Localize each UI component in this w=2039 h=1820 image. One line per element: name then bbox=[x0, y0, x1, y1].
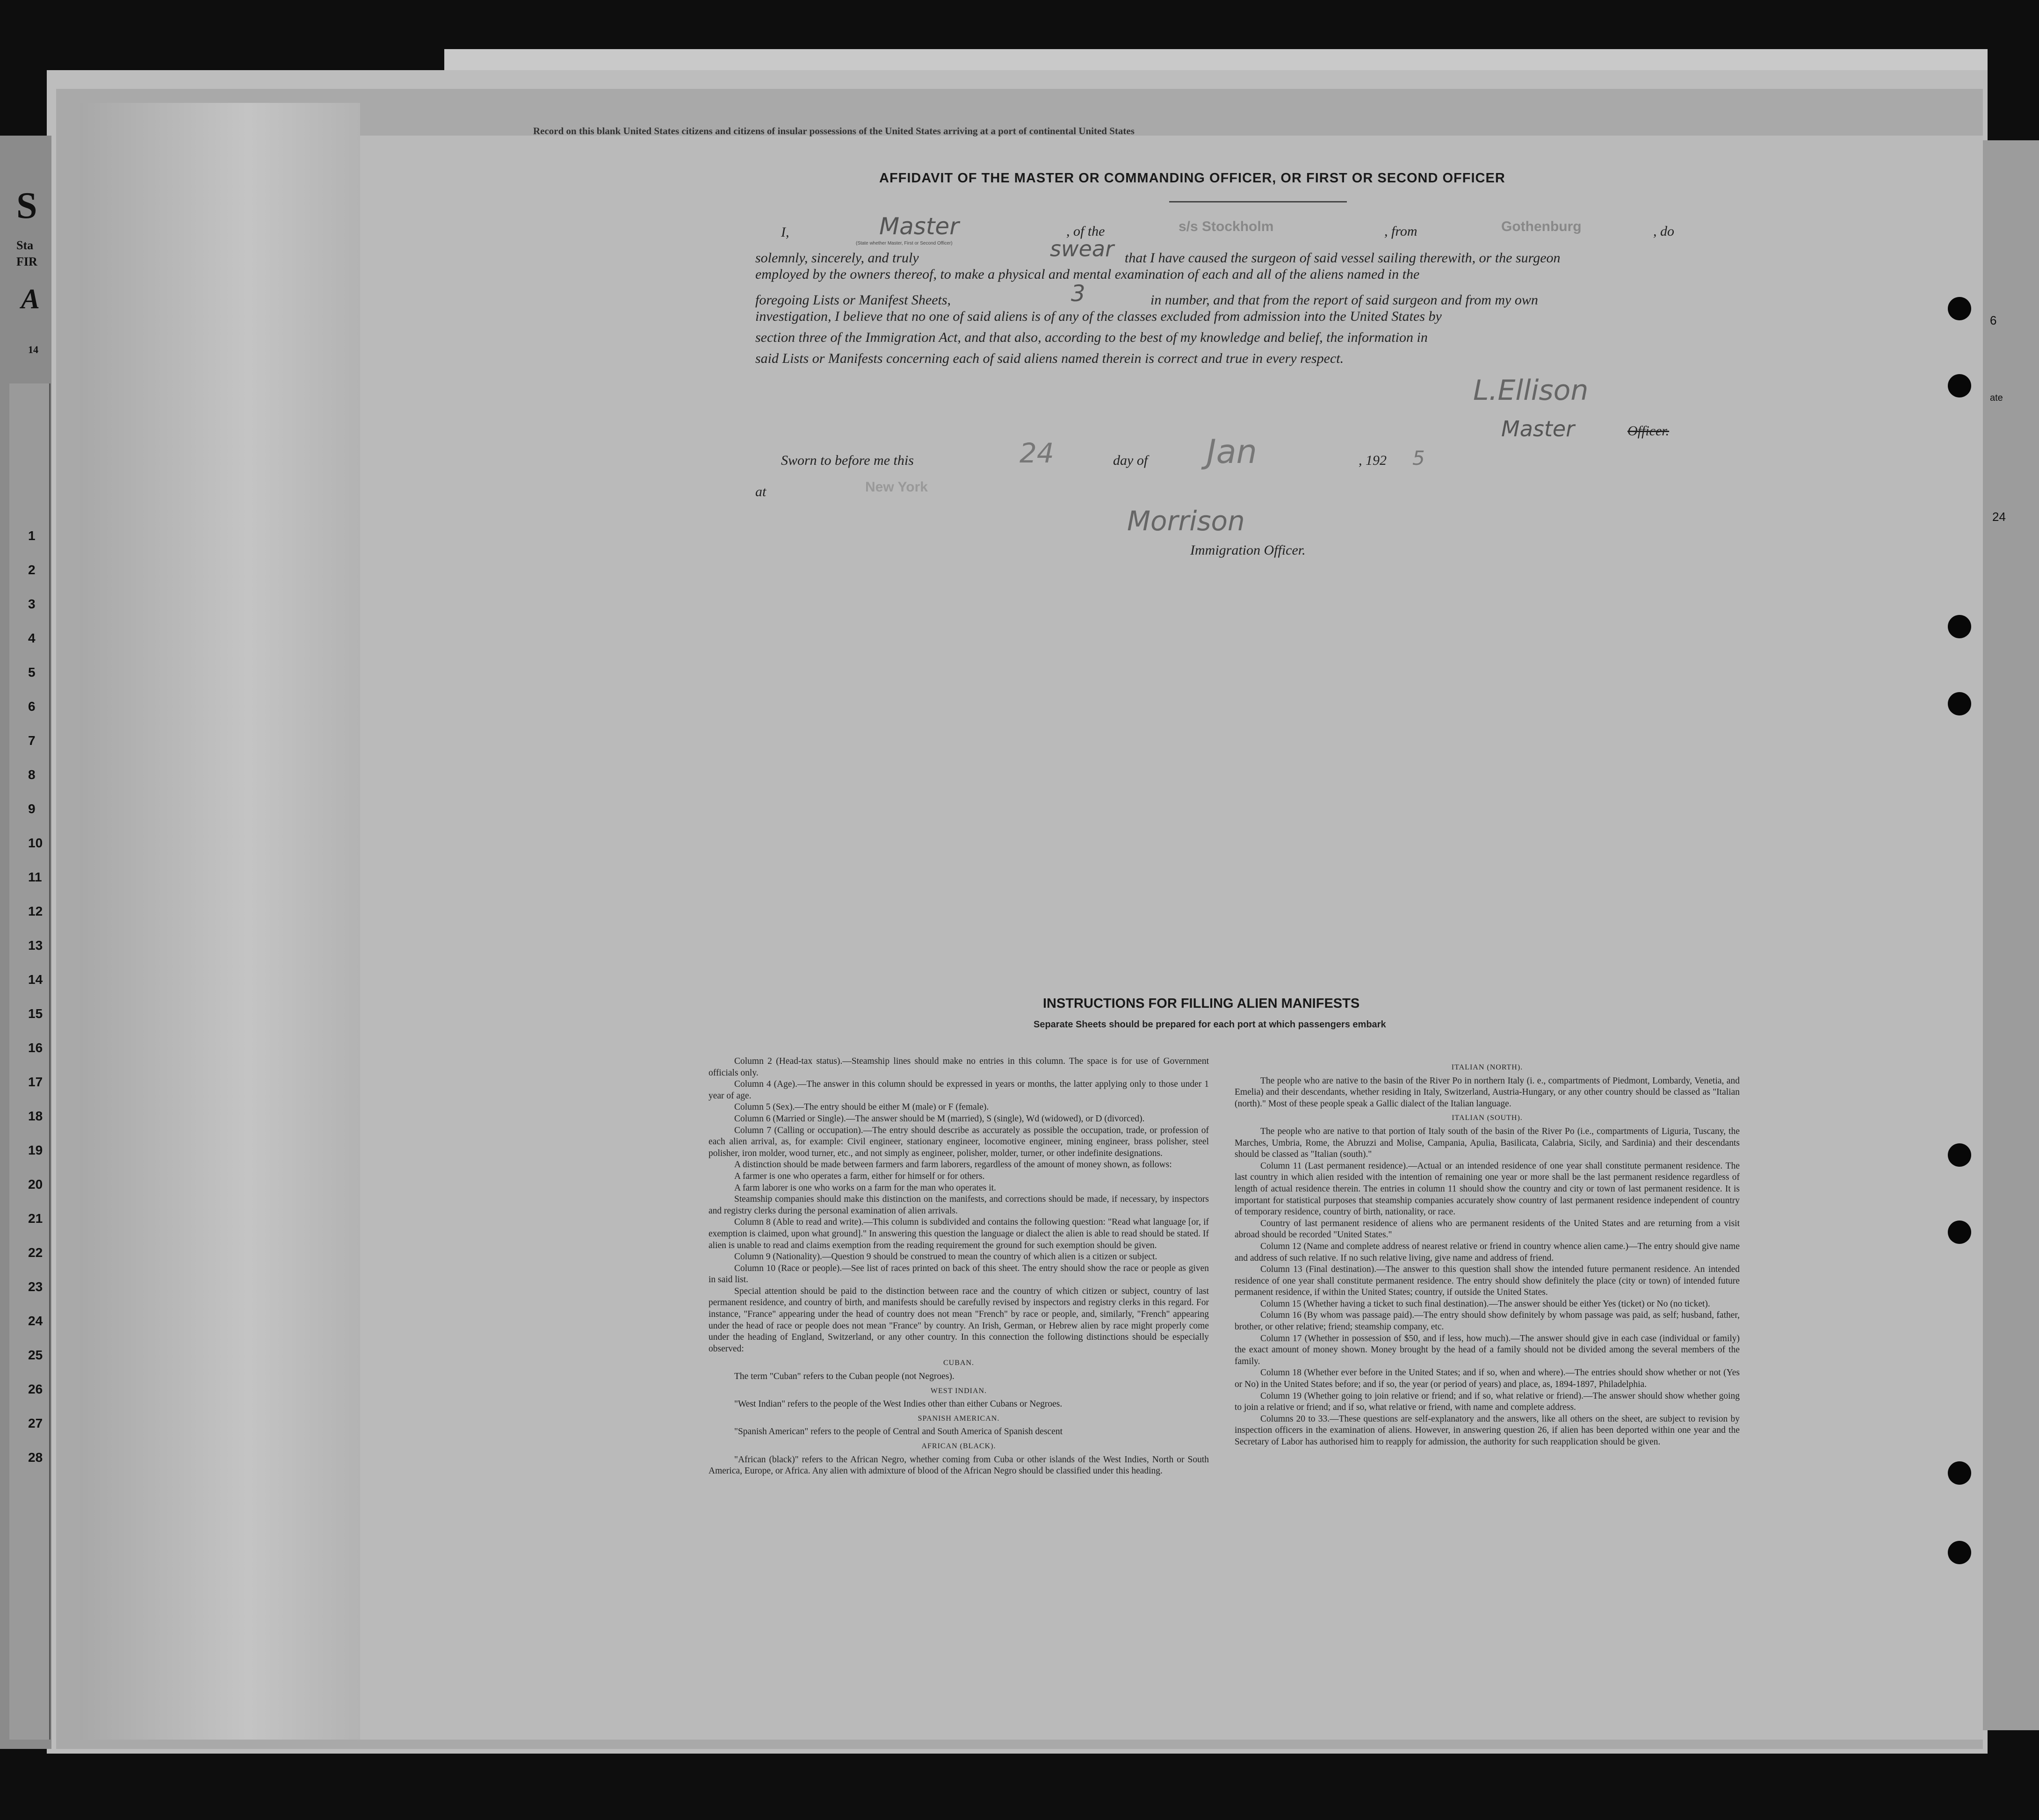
punch-hole bbox=[1948, 297, 1971, 320]
punch-hole bbox=[1948, 615, 1971, 638]
text: in number, and that from the report of said surgeon and from my own bbox=[1150, 292, 1538, 308]
instructions-subtitle: Separate Sheets should be prepared for each port at which passengers embark bbox=[1034, 1019, 1386, 1030]
handwritten-oath: swear bbox=[1050, 236, 1114, 261]
right-fragment: ate bbox=[1990, 393, 2003, 403]
text: said Lists or Manifests concerning each of said aliens named therein is correct and true in every respect. bbox=[755, 351, 1344, 366]
text: solemnly, sincerely, and truly bbox=[755, 250, 919, 266]
ruler-number: 23 bbox=[28, 1279, 43, 1294]
handwritten-year: 5 bbox=[1412, 447, 1425, 469]
handwritten-rank: Master bbox=[879, 213, 959, 240]
instruction-paragraph: Column 2 (Head-tax status).—Steamship lines should make no entries in this column. The space is for use of Government officials only. bbox=[709, 1056, 1209, 1078]
instruction-paragraph: The people who are native to that portion of Italy south of the basin of the River Po (i.e., compartments of Liguria, Tuscany, the Marches, Umbria, Rome, the Abruzzi and Molise, Campania, Apulia, Basilicata, Calabria, Sicily, and Sardinia) and their descendants should be classed as "Italian (south)." bbox=[1235, 1126, 1740, 1160]
instruction-paragraph: "Spanish American" refers to the people of Central and South America of Spanish descent bbox=[734, 1427, 1063, 1437]
ruler-number: 27 bbox=[28, 1416, 43, 1430]
left-fragment: A bbox=[21, 283, 40, 314]
text: employed by the owners thereof, to make a physical and mental examination of each and all of the aliens named in the bbox=[755, 267, 1420, 282]
ruler-number: 7 bbox=[28, 733, 36, 748]
instructions-left-column bbox=[709, 1056, 1209, 1477]
title-rule bbox=[1169, 201, 1347, 202]
text: , from bbox=[1384, 224, 1417, 239]
ruler-number: 24 bbox=[28, 1314, 43, 1328]
handwritten-sig-rank: Master bbox=[1501, 416, 1575, 441]
vessel-stamp: s/s Stockholm bbox=[1179, 219, 1274, 234]
ruler-number: 21 bbox=[28, 1211, 43, 1226]
instruction-paragraph: Column 7 (Calling or occupation).—The entry should describe as accurately as possible the occupation, trade, or profession of each alien arrival, as, for example: Civil engineer, stationary engineer, locomotive engineer, mining engineer, brass polisher, steel polisher, iron molder, wood turner, etc., and not simply as engineer, polisher, molder, turner, or other indefinite designations. bbox=[709, 1125, 1209, 1158]
ruler-number: 8 bbox=[28, 767, 36, 782]
ruler-number: 15 bbox=[28, 1006, 43, 1021]
left-fragment: S bbox=[16, 185, 37, 226]
text: investigation, I believe that no one of said aliens is of any of the classes excluded from admission into the United States by bbox=[755, 309, 1442, 324]
text: , of the bbox=[1066, 224, 1105, 239]
punch-hole bbox=[1948, 1143, 1971, 1167]
instruction-paragraph: Column 18 (Whether ever before in the United States; and if so, when and where).—The entries should show whether or not (Yes or No) in the United States before; and if so, the year (or period of years) and place, as, 1894-1897, Philadelphia. bbox=[1235, 1368, 1740, 1390]
instruction-paragraph: A farmer is one who operates a farm, either for himself or for others. bbox=[734, 1171, 985, 1181]
text: Sworn to before me this bbox=[781, 453, 914, 468]
text: day of bbox=[1113, 453, 1148, 468]
master-signature: L.Ellison bbox=[1473, 374, 1589, 407]
left-fragment: Sta bbox=[16, 238, 34, 252]
instruction-paragraph: Column 5 (Sex).—The entry should be either M (male) or F (female). bbox=[734, 1102, 989, 1112]
folded-sheet-edge bbox=[80, 103, 360, 1740]
text: section three of the Immigration Act, and that also, according to the best of my knowledge and belief, the information in bbox=[755, 330, 1428, 345]
punch-hole bbox=[1948, 374, 1971, 397]
ruler-number: 11 bbox=[28, 870, 42, 884]
instruction-paragraph: A distinction should be made between farmers and farm laborers, regardless of the amount of money shown, as follows: bbox=[734, 1160, 1172, 1170]
instruction-paragraph: Column 8 (Able to read and write).—This column is subdivided and contains the following question: "Read what language [or, if exemption is claimed, upon what ground]." In answering this question the language or dialect the alien is able to read should be stated. If alien is unable to read and claims exemption from the reading requirement the ground for such exemption should be given. bbox=[709, 1217, 1209, 1250]
text: I, bbox=[781, 224, 789, 240]
ruler-number: 6 bbox=[28, 699, 36, 714]
text: , do bbox=[1653, 224, 1674, 239]
instruction-paragraph: Column 19 (Whether going to join relative or friend; and if so, what relative or friend).—The answer should show whether going to join a relative or friend; and if so, what relative or friend, with name and complete address. bbox=[1235, 1391, 1740, 1413]
handwritten-day: 24 bbox=[1020, 437, 1054, 469]
rank-note: (State whether Master, First or Second Officer) bbox=[856, 241, 953, 246]
ruler-number: 5 bbox=[28, 665, 36, 679]
ruler-number: 26 bbox=[28, 1382, 43, 1396]
place-stamp: New York bbox=[865, 479, 928, 495]
instruction-paragraph: A farm laborer is one who works on a farm for the man who operates it. bbox=[734, 1183, 996, 1193]
ruler-number: 10 bbox=[28, 836, 43, 850]
handwritten-month: Jan bbox=[1207, 433, 1257, 471]
affidavit-sheet bbox=[360, 136, 1983, 1740]
text: , 192 bbox=[1359, 453, 1387, 468]
ruler-number: 25 bbox=[28, 1348, 43, 1362]
ruler-number: 14 bbox=[28, 972, 43, 987]
punch-hole bbox=[1948, 1541, 1971, 1564]
left-fragment: 14 bbox=[28, 344, 38, 355]
text: at bbox=[755, 484, 766, 499]
instruction-paragraph: Steamship companies should make this distinction on the manifests, and corrections should be made, if necessary, by inspectors and registry clerks during the personal examination of alien arrivals. bbox=[709, 1194, 1209, 1216]
instruction-paragraph: Column 4 (Age).—The answer in this column should be expressed in years or months, the latter applying only to those under 1 year of age. bbox=[709, 1079, 1209, 1101]
instruction-paragraph: "African (black)" refers to the African Negro, whether coming from Cuba or other islands of the West Indies, North or South America, Europe, or Africa. Any alien with admixture of blood of the African Negro should be classified under this heading. bbox=[709, 1454, 1209, 1476]
instruction-paragraph: Special attention should be paid to the distinction between race and the country of which citizen or subject, country of last permanent residence, and country of birth, and manifests should be carefully revised by inspectors and registry clerks in this regard. For instance, "France" appearing under the head of country does not mean "French" by race or people, and, similarly, "French" appearing under the head of race or people does not mean "France" by country. An Irish, German, or Hebrew alien by race might properly come under the heading of England, Switzerland, or any other country. In this connection the following distinctions should be especially observed: bbox=[709, 1286, 1209, 1354]
ruler-number: 18 bbox=[28, 1109, 43, 1123]
cut-off-header-line: Record on this blank United States citizens and citizens of insular possessions of the United States arriving at a port of continental United States bbox=[533, 125, 1135, 137]
immigration-officer-label: Immigration Officer. bbox=[1190, 542, 1306, 558]
handwritten-sheet-count: 3 bbox=[1071, 281, 1085, 307]
instruction-paragraph: Column 13 (Final destination).—The answer to this question shall show the intended future permanent residence. An intended residence of one year shall constitute permanent residence. The entry should show definitely the place (city or town) of intended future permanent residence, if within the United States; country, if outside the United States. bbox=[1235, 1264, 1740, 1298]
instruction-paragraph: "West Indian" refers to the people of the West Indies other than either Cubans or Negroes. bbox=[734, 1399, 1063, 1409]
instruction-paragraph: Column 17 (Whether in possession of $50, and if less, how much).—The answer should give in each case (individual or family) the exact amount of money shown. Money brought by the head of a family should not be divided among the several members of the family. bbox=[1235, 1333, 1740, 1366]
text: foregoing Lists or Manifest Sheets, bbox=[755, 292, 951, 308]
line-number-ruler bbox=[9, 383, 51, 1740]
punch-hole bbox=[1948, 1461, 1971, 1485]
ruler-number: 9 bbox=[28, 802, 36, 816]
ruler-number: 16 bbox=[28, 1040, 43, 1055]
ruler-number: 1 bbox=[28, 528, 36, 543]
instruction-paragraph: Column 9 (Nationality).—Question 9 should be construed to mean the country of which alien is a citizen or subject. bbox=[734, 1252, 1157, 1262]
ruler-number: 13 bbox=[28, 938, 43, 953]
ruler-number: 3 bbox=[28, 597, 36, 611]
ruler-number: 17 bbox=[28, 1075, 43, 1089]
instruction-paragraph: The term "Cuban" refers to the Cuban people (not Negroes). bbox=[734, 1372, 954, 1382]
ruler-number: 20 bbox=[28, 1177, 43, 1192]
section-heading: WEST INDIAN. bbox=[930, 1387, 987, 1395]
ruler-number: 4 bbox=[28, 631, 36, 645]
struck-officer: Officer. bbox=[1627, 423, 1670, 439]
ruler-number: 28 bbox=[28, 1450, 43, 1465]
affidavit-title: AFFIDAVIT OF THE MASTER OR COMMANDING OFFICER, OR FIRST OR SECOND OFFICER bbox=[879, 171, 1505, 186]
instructions-right-column bbox=[1235, 1059, 1740, 1448]
section-heading: AFRICAN (BLACK). bbox=[921, 1442, 996, 1450]
section-heading: SPANISH AMERICAN. bbox=[918, 1414, 1000, 1423]
right-fragment: 24 bbox=[1992, 510, 2006, 524]
instruction-paragraph: Column 16 (By whom was passage paid).—The entry should show definitely by whom passage was paid, as self; husband, father, brother, or other relative; friend; steamship company, etc. bbox=[1235, 1310, 1740, 1332]
instruction-paragraph: Column 6 (Married or Single).—The answer should be M (married), S (single), Wd (widowed), or D (divorced). bbox=[734, 1113, 1145, 1124]
instruction-paragraph: Column 12 (Name and complete address of nearest relative or friend in country whence alien came.)—The entry should give name and address of such relative. If no such relative living, give name and address of friend. bbox=[1235, 1241, 1740, 1263]
instruction-paragraph: Columns 20 to 33.—These questions are self-explanatory and the answers, like all others on the sheet, are subject to revision by inspection officers in the examination of aliens. However, in answering question 26, if alien has been deported within one year and the Secretary of Labor has authorised him to reapply for admission, the authority for such reapplication should be given. bbox=[1235, 1414, 1740, 1447]
section-heading: CUBAN. bbox=[943, 1359, 974, 1367]
instruction-paragraph: Column 10 (Race or people).—See list of races printed on back of this sheet. The entry should show the race or people as given in said list. bbox=[709, 1263, 1209, 1285]
instruction-paragraph: The people who are native to the basin of the River Po in northern Italy (i. e., compartments of Piedmont, Lombardy, Venetia, and Emelia) and their descendants, whether residing in Italy, Switzerland, Austria-Hungary, or any other country should be classed as "Italian (north)." Most of these people speak a Gallic dialect of the Italian language. bbox=[1235, 1076, 1740, 1109]
punch-hole bbox=[1948, 1221, 1971, 1244]
instruction-paragraph: Country of last permanent residence of aliens who are permanent residents of the United States and are returning from a visit abroad should be recorded "United States." bbox=[1235, 1218, 1740, 1240]
instruction-paragraph: Column 11 (Last permanent residence).—Actual or an intended residence of one year shall constitute permanent residence. The last country in which alien resided with the intention of remaining one year or more shall be the last permanent residence regardless of length of actual residence therein. The entries in column 11 should show the country and city or town of last permanent residence. It is important for statistical purposes that steamship companies accurately show country of last permanent residence independent of country of temporary residence, country of birth, nationality, or race. bbox=[1235, 1161, 1740, 1217]
officer-signature: Morrison bbox=[1127, 505, 1245, 537]
text: that I have caused the surgeon of said vessel sailing therewith, or the surgeon bbox=[1125, 250, 1561, 266]
instruction-paragraph: Column 15 (Whether having a ticket to such final destination).—The answer should be either Yes (ticket) or No (no ticket). bbox=[1260, 1299, 1710, 1309]
left-fragment: FIR bbox=[16, 255, 37, 268]
ruler-number: 12 bbox=[28, 904, 43, 918]
instructions-title: INSTRUCTIONS FOR FILLING ALIEN MANIFESTS bbox=[1043, 996, 1360, 1011]
ruler-number: 19 bbox=[28, 1143, 43, 1157]
punch-hole bbox=[1948, 692, 1971, 715]
port-stamp: Gothenburg bbox=[1501, 219, 1582, 234]
section-heading: ITALIAN (NORTH). bbox=[1451, 1063, 1523, 1071]
section-heading: ITALIAN (SOUTH). bbox=[1452, 1114, 1523, 1122]
right-fragment: 6 bbox=[1990, 313, 1997, 327]
ruler-number: 22 bbox=[28, 1245, 43, 1260]
right-underlying-sheet bbox=[1983, 140, 2039, 1730]
ruler-number: 2 bbox=[28, 563, 36, 577]
